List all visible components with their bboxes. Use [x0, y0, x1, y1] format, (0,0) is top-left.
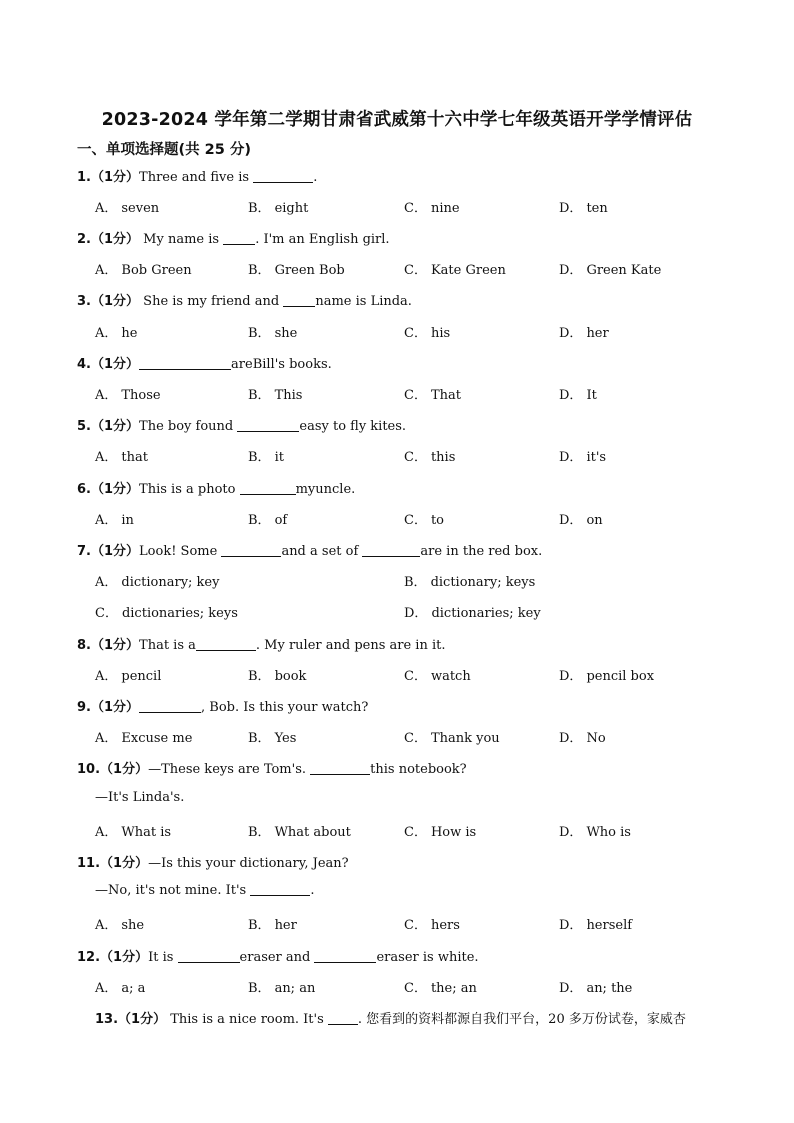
option-text: How is — [430, 825, 477, 840]
option-text: Thank you — [430, 731, 500, 746]
option-text: hers — [430, 918, 460, 933]
question-13 — [95, 1008, 686, 1027]
question-8 — [77, 634, 445, 653]
option-letter: C． — [404, 201, 427, 216]
option-letter: D． — [559, 513, 583, 528]
question-text: . — [310, 883, 315, 898]
option-text: dictionary; key — [121, 575, 220, 590]
question-score: （1分） — [118, 1012, 167, 1027]
question-11-reply — [95, 883, 314, 898]
option-letter: C． — [404, 981, 427, 996]
option-c[interactable] — [404, 727, 500, 746]
question-text: eraser is white. — [376, 950, 479, 965]
option-b[interactable] — [248, 914, 297, 933]
option-d[interactable] — [559, 665, 654, 684]
option-d[interactable] — [559, 322, 609, 341]
answer-blank[interactable] — [223, 232, 255, 245]
question-number: 2. — [77, 232, 91, 247]
option-text: the; an — [430, 981, 477, 996]
question-text: It is — [148, 950, 178, 965]
question-12 — [77, 946, 479, 965]
option-b[interactable] — [248, 509, 287, 528]
option-letter: C． — [404, 388, 427, 403]
question-2 — [77, 228, 390, 247]
answer-blank[interactable] — [253, 170, 313, 183]
option-a[interactable] — [95, 727, 192, 746]
answer-blank[interactable] — [250, 883, 310, 896]
question-number: 11. — [77, 856, 101, 871]
option-letter: D． — [559, 201, 583, 216]
question-number: 9. — [77, 700, 91, 715]
option-c[interactable] — [95, 602, 238, 621]
option-c[interactable] — [404, 197, 460, 216]
option-a[interactable] — [95, 322, 137, 341]
option-c[interactable] — [404, 821, 476, 840]
option-text: That — [430, 388, 461, 403]
option-letter: A． — [95, 825, 118, 840]
answer-blank[interactable] — [139, 357, 231, 370]
question-5 — [77, 415, 406, 434]
option-letter: C． — [404, 669, 427, 684]
option-text: of — [274, 513, 288, 528]
option-text: seven — [121, 201, 160, 216]
option-letter: C． — [404, 731, 427, 746]
question-1 — [77, 166, 317, 185]
reply-text: —It's Linda's. — [95, 790, 185, 805]
question-number: 12. — [77, 950, 101, 965]
option-letter: C． — [404, 825, 427, 840]
question-text: easy to fly kites. — [299, 419, 407, 434]
option-text: his — [430, 326, 451, 341]
option-letter: B． — [248, 450, 271, 465]
section-heading: 一、单项选择题(共 25 分) — [77, 142, 252, 158]
option-text: Kate Green — [430, 263, 506, 278]
option-text: Who is — [586, 825, 631, 840]
option-d[interactable] — [559, 727, 606, 746]
option-b[interactable] — [248, 197, 308, 216]
option-b[interactable] — [248, 259, 345, 278]
option-d[interactable] — [559, 384, 597, 403]
option-letter: C． — [404, 263, 427, 278]
option-a[interactable] — [95, 446, 148, 465]
option-letter: B． — [248, 981, 271, 996]
question-score: （1分） — [90, 700, 140, 715]
option-text: on — [586, 513, 603, 528]
question-text: . — [313, 170, 318, 185]
option-letter: B． — [248, 918, 271, 933]
option-c[interactable] — [404, 914, 460, 933]
question-text: This is a photo — [139, 482, 240, 497]
option-letter: D． — [559, 388, 583, 403]
question-text: and a set of — [281, 544, 363, 559]
question-text: areBill's books. — [231, 357, 332, 372]
option-letter: D． — [559, 326, 583, 341]
exam-title: 2023-2024 学年第二学期甘肃省武威第十六中学七年级英语开学学情评估 — [101, 110, 693, 130]
option-text: Excuse me — [121, 731, 193, 746]
question-text: —These keys are Tom's. — [148, 762, 311, 777]
question-4 — [77, 353, 332, 372]
question-score: （1分） — [90, 544, 140, 559]
option-a[interactable] — [95, 197, 159, 216]
option-d[interactable] — [559, 821, 631, 840]
option-text: Green Bob — [274, 263, 345, 278]
question-score: （1分） — [90, 419, 140, 434]
option-text: dictionaries; key — [431, 606, 541, 621]
question-text: Three and five is — [139, 170, 254, 185]
option-c[interactable] — [404, 259, 506, 278]
option-text: in — [121, 513, 134, 528]
question-number: 13. — [95, 1012, 119, 1027]
question-text: . 您看到的资料都源自我们平台，20 多万份试卷，家威杏 — [357, 1012, 686, 1027]
option-text: dictionaries; keys — [121, 606, 238, 621]
option-c[interactable] — [404, 977, 477, 996]
question-text: This is a nice room. It's — [166, 1012, 328, 1027]
option-letter: D． — [559, 669, 583, 684]
option-letter: D． — [559, 825, 583, 840]
option-letter: A． — [95, 731, 118, 746]
answer-blank[interactable] — [237, 419, 299, 432]
option-text: Green Kate — [586, 263, 662, 278]
option-c[interactable] — [404, 384, 461, 403]
option-text: she — [121, 918, 145, 933]
question-score: （1分） — [90, 482, 140, 497]
option-letter: B． — [248, 263, 271, 278]
option-a[interactable] — [95, 509, 134, 528]
question-number: 7. — [77, 544, 91, 559]
question-score: （1分） — [100, 856, 149, 871]
option-text: nine — [430, 201, 460, 216]
option-a[interactable] — [95, 977, 145, 996]
option-text: a; a — [121, 981, 146, 996]
option-text: book — [274, 669, 307, 684]
option-a[interactable] — [95, 259, 192, 278]
option-text: This — [274, 388, 303, 403]
question-number: 5. — [77, 419, 91, 434]
question-text: My name is — [139, 232, 224, 247]
option-text: Yes — [274, 731, 297, 746]
option-text: an; the — [586, 981, 633, 996]
answer-blank[interactable] — [314, 950, 376, 963]
option-letter: A． — [95, 450, 118, 465]
option-letter: D． — [559, 450, 583, 465]
option-letter: D． — [559, 263, 583, 278]
answer-blank[interactable] — [139, 700, 201, 713]
question-score: （1分） — [90, 170, 140, 185]
option-c[interactable] — [404, 322, 450, 341]
option-text: It — [586, 388, 597, 403]
question-text: Look! Some — [139, 544, 222, 559]
option-letter: D． — [404, 606, 428, 621]
option-letter: A． — [95, 918, 118, 933]
option-d[interactable] — [559, 509, 603, 528]
question-6 — [77, 478, 355, 497]
option-text: that — [121, 450, 148, 465]
question-score: （1分） — [100, 950, 149, 965]
option-d[interactable] — [559, 446, 606, 465]
option-a[interactable] — [95, 821, 171, 840]
question-3 — [77, 290, 412, 309]
option-letter: B． — [248, 201, 271, 216]
option-b[interactable] — [248, 821, 351, 840]
question-text: , Bob. Is this your watch? — [201, 700, 369, 715]
option-letter: C． — [404, 513, 427, 528]
option-a[interactable] — [95, 571, 219, 590]
option-text: No — [586, 731, 606, 746]
question-text: name is Linda. — [315, 294, 412, 309]
option-letter: C． — [404, 450, 427, 465]
option-text: he — [121, 326, 138, 341]
option-letter: B． — [248, 669, 271, 684]
question-score: （1分） — [90, 232, 140, 247]
option-d[interactable] — [559, 197, 608, 216]
option-letter: D． — [559, 918, 583, 933]
option-letter: B． — [248, 513, 271, 528]
option-letter: A． — [95, 201, 118, 216]
question-7 — [77, 540, 542, 559]
option-text: herself — [586, 918, 633, 933]
option-text: to — [430, 513, 445, 528]
question-text: are in the red box. — [420, 544, 543, 559]
question-text: . My ruler and pens are in it. — [255, 638, 446, 653]
question-text: this notebook? — [370, 762, 467, 777]
question-text: . I'm an English girl. — [255, 232, 390, 247]
option-text: Bob Green — [121, 263, 192, 278]
question-10 — [77, 758, 467, 777]
option-text: she — [274, 326, 298, 341]
option-letter: B． — [248, 388, 271, 403]
option-b[interactable] — [404, 571, 535, 590]
question-text: —Is this your dictionary, Jean? — [148, 856, 349, 871]
answer-blank[interactable] — [328, 1012, 358, 1025]
question-number: 6. — [77, 482, 91, 497]
answer-blank[interactable] — [362, 544, 420, 557]
option-text: it's — [586, 450, 607, 465]
answer-blank[interactable] — [178, 950, 240, 963]
option-text: What is — [121, 825, 172, 840]
option-letter: D． — [559, 981, 583, 996]
answer-blank[interactable] — [240, 482, 296, 495]
option-letter: A． — [95, 513, 118, 528]
option-text: it — [274, 450, 284, 465]
option-letter: A． — [95, 326, 118, 341]
question-number: 1. — [77, 170, 91, 185]
option-letter: B． — [404, 575, 427, 590]
option-letter: B． — [248, 731, 271, 746]
option-d[interactable] — [559, 914, 632, 933]
option-text: ten — [586, 201, 608, 216]
option-text: pencil box — [586, 669, 655, 684]
option-b[interactable] — [248, 665, 306, 684]
option-b[interactable] — [248, 384, 302, 403]
question-score: （1分） — [90, 638, 140, 653]
question-score: （1分） — [90, 357, 140, 372]
question-text: That is a — [139, 638, 196, 653]
question-number: 3. — [77, 294, 91, 309]
question-score: （1分） — [100, 762, 149, 777]
answer-blank[interactable] — [283, 294, 315, 307]
option-letter: A． — [95, 575, 118, 590]
option-letter: A． — [95, 981, 118, 996]
answer-blank[interactable] — [221, 544, 281, 557]
question-text: myuncle. — [295, 482, 356, 497]
question-11 — [77, 852, 349, 871]
option-d[interactable] — [559, 977, 632, 996]
question-text: She is my friend and — [139, 294, 284, 309]
option-a[interactable] — [95, 914, 144, 933]
question-text: eraser and — [239, 950, 315, 965]
option-text: her — [586, 326, 609, 341]
option-text: What about — [274, 825, 351, 840]
option-a[interactable] — [95, 384, 161, 403]
question-text: The boy found — [139, 419, 238, 434]
question-number: 8. — [77, 638, 91, 653]
option-c[interactable] — [404, 509, 444, 528]
option-letter: D． — [559, 731, 583, 746]
option-letter: C． — [404, 326, 427, 341]
question-number: 10. — [77, 762, 101, 777]
question-10-reply — [95, 790, 184, 805]
option-letter: A． — [95, 669, 118, 684]
option-b[interactable] — [248, 727, 296, 746]
option-b[interactable] — [248, 977, 315, 996]
option-letter: B． — [248, 825, 271, 840]
option-c[interactable] — [404, 665, 471, 684]
option-c[interactable] — [404, 446, 455, 465]
option-letter: A． — [95, 388, 118, 403]
option-letter: C． — [404, 918, 427, 933]
option-letter: B． — [248, 326, 271, 341]
option-text: pencil — [121, 669, 162, 684]
answer-blank[interactable] — [310, 762, 370, 775]
option-text: watch — [430, 669, 471, 684]
option-a[interactable] — [95, 665, 161, 684]
question-9 — [77, 696, 368, 715]
answer-blank[interactable] — [196, 638, 256, 651]
option-letter: C． — [95, 606, 118, 621]
option-text: eight — [274, 201, 309, 216]
option-b[interactable] — [248, 446, 284, 465]
question-text: —No, it's not mine. It's — [95, 883, 251, 898]
question-score: （1分） — [90, 294, 140, 309]
option-b[interactable] — [248, 322, 297, 341]
question-number: 4. — [77, 357, 91, 372]
option-text: dictionary; keys — [430, 575, 536, 590]
option-text: an; an — [274, 981, 316, 996]
option-d[interactable] — [559, 259, 661, 278]
option-d[interactable] — [404, 602, 541, 621]
option-text: Those — [121, 388, 161, 403]
option-text: this — [430, 450, 456, 465]
option-letter: A． — [95, 263, 118, 278]
option-text: her — [274, 918, 297, 933]
